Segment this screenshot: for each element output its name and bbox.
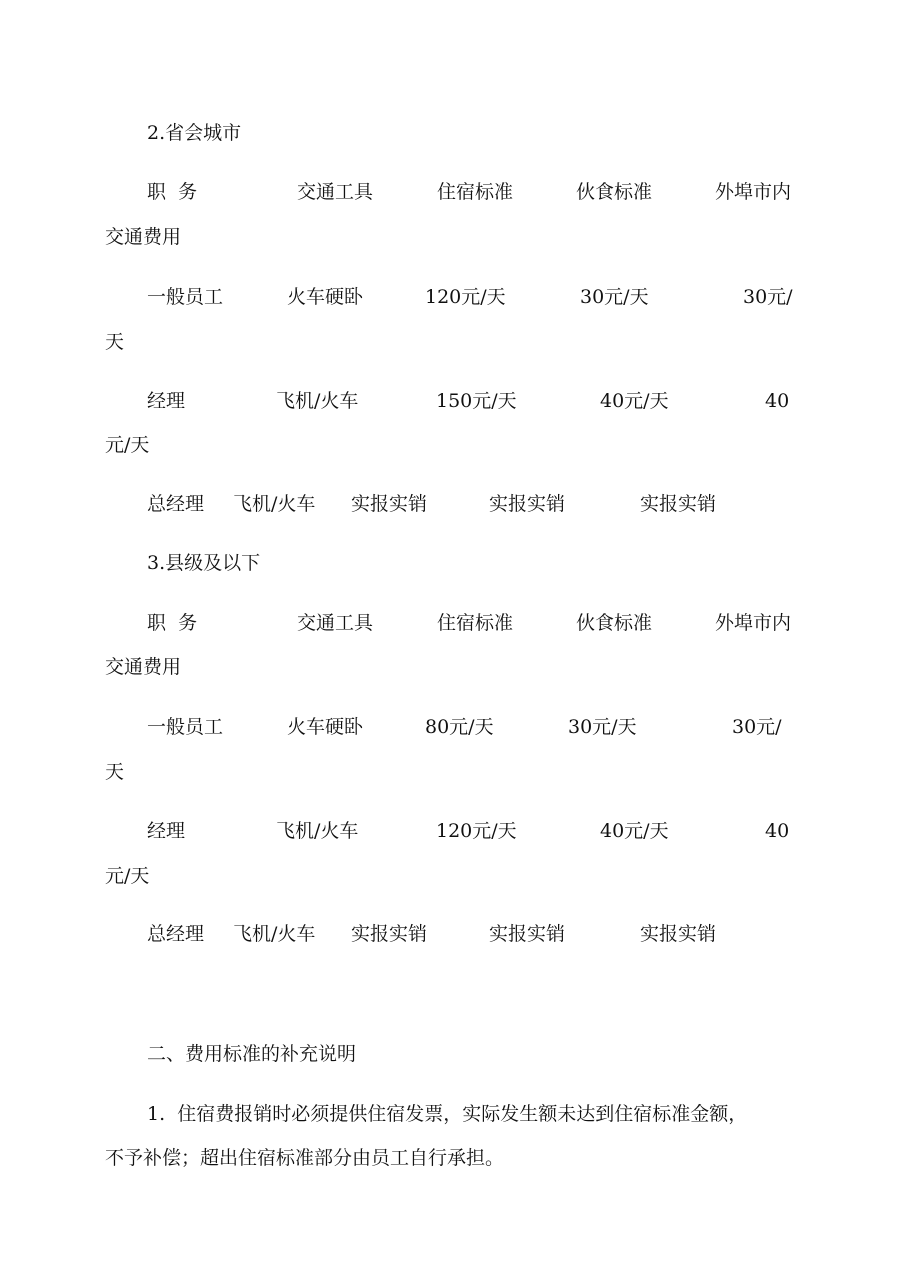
- header-transport: 交通工具: [297, 612, 374, 634]
- row-staff-local: 30元/: [732, 716, 782, 738]
- row-manager-local: 40: [765, 820, 790, 842]
- row-gm-lodging: 实报实销: [351, 493, 428, 515]
- row-manager-position: 经理: [147, 820, 186, 842]
- row-staff-position: 一般员工: [147, 286, 224, 308]
- header-local-transport-wrap: 交通费用: [105, 656, 182, 678]
- header-local-transport: 外埠市内: [715, 181, 792, 203]
- row-manager-lodging: 150元/天: [436, 390, 517, 412]
- header-meals: 伙食标准: [576, 612, 653, 634]
- row-gm-transport: 飞机/火车: [233, 493, 316, 515]
- row-gm-transport: 飞机/火车: [233, 923, 316, 945]
- row-gm-local: 实报实销: [640, 493, 717, 515]
- row-manager-meals: 40元/天: [600, 390, 669, 412]
- section-heading-provincial: 2.省会城市: [147, 122, 242, 144]
- section-heading-county: 3.县级及以下: [147, 552, 261, 574]
- header-meals: 伙食标准: [576, 181, 653, 203]
- row-staff-meals: 30元/天: [580, 286, 649, 308]
- header-position: 职 务: [147, 612, 198, 634]
- header-lodging: 住宿标准: [437, 612, 514, 634]
- row-manager-lodging: 120元/天: [436, 820, 517, 842]
- row-staff-position: 一般员工: [147, 716, 224, 738]
- supplement-item-1-line-1: 1. 住宿费报销时必须提供住宿发票，实际发生额未达到住宿标准金额，: [147, 1103, 748, 1125]
- row-staff-transport: 火车硬卧: [287, 716, 364, 738]
- row-staff-lodging: 80元/天: [425, 716, 494, 738]
- row-manager-local-wrap: 元/天: [105, 865, 150, 887]
- header-local-transport-wrap: 交通费用: [105, 226, 182, 248]
- row-staff-local-wrap: 天: [105, 331, 125, 353]
- row-staff-lodging: 120元/天: [425, 286, 506, 308]
- row-staff-transport: 火车硬卧: [287, 286, 364, 308]
- supplement-heading: 二、费用标准的补充说明: [147, 1043, 357, 1065]
- row-manager-local: 40: [765, 390, 790, 412]
- row-gm-lodging: 实报实销: [351, 923, 428, 945]
- row-gm-position: 总经理: [147, 923, 205, 945]
- row-gm-meals: 实报实销: [489, 923, 566, 945]
- header-lodging: 住宿标准: [437, 181, 514, 203]
- row-staff-local-wrap: 天: [105, 761, 125, 783]
- row-manager-local-wrap: 元/天: [105, 434, 150, 456]
- header-transport: 交通工具: [297, 181, 374, 203]
- header-position: 职 务: [147, 181, 198, 203]
- supplement-item-1-line-2: 不予补偿；超出住宿标准部分由员工自行承担。: [105, 1147, 505, 1169]
- row-manager-meals: 40元/天: [600, 820, 669, 842]
- row-manager-transport: 飞机/火车: [276, 820, 359, 842]
- header-local-transport: 外埠市内: [715, 612, 792, 634]
- row-gm-local: 实报实销: [640, 923, 717, 945]
- row-staff-local: 30元/: [743, 286, 793, 308]
- row-gm-position: 总经理: [147, 493, 205, 515]
- row-staff-meals: 30元/天: [568, 716, 637, 738]
- row-manager-transport: 飞机/火车: [276, 390, 359, 412]
- row-gm-meals: 实报实销: [489, 493, 566, 515]
- row-manager-position: 经理: [147, 390, 186, 412]
